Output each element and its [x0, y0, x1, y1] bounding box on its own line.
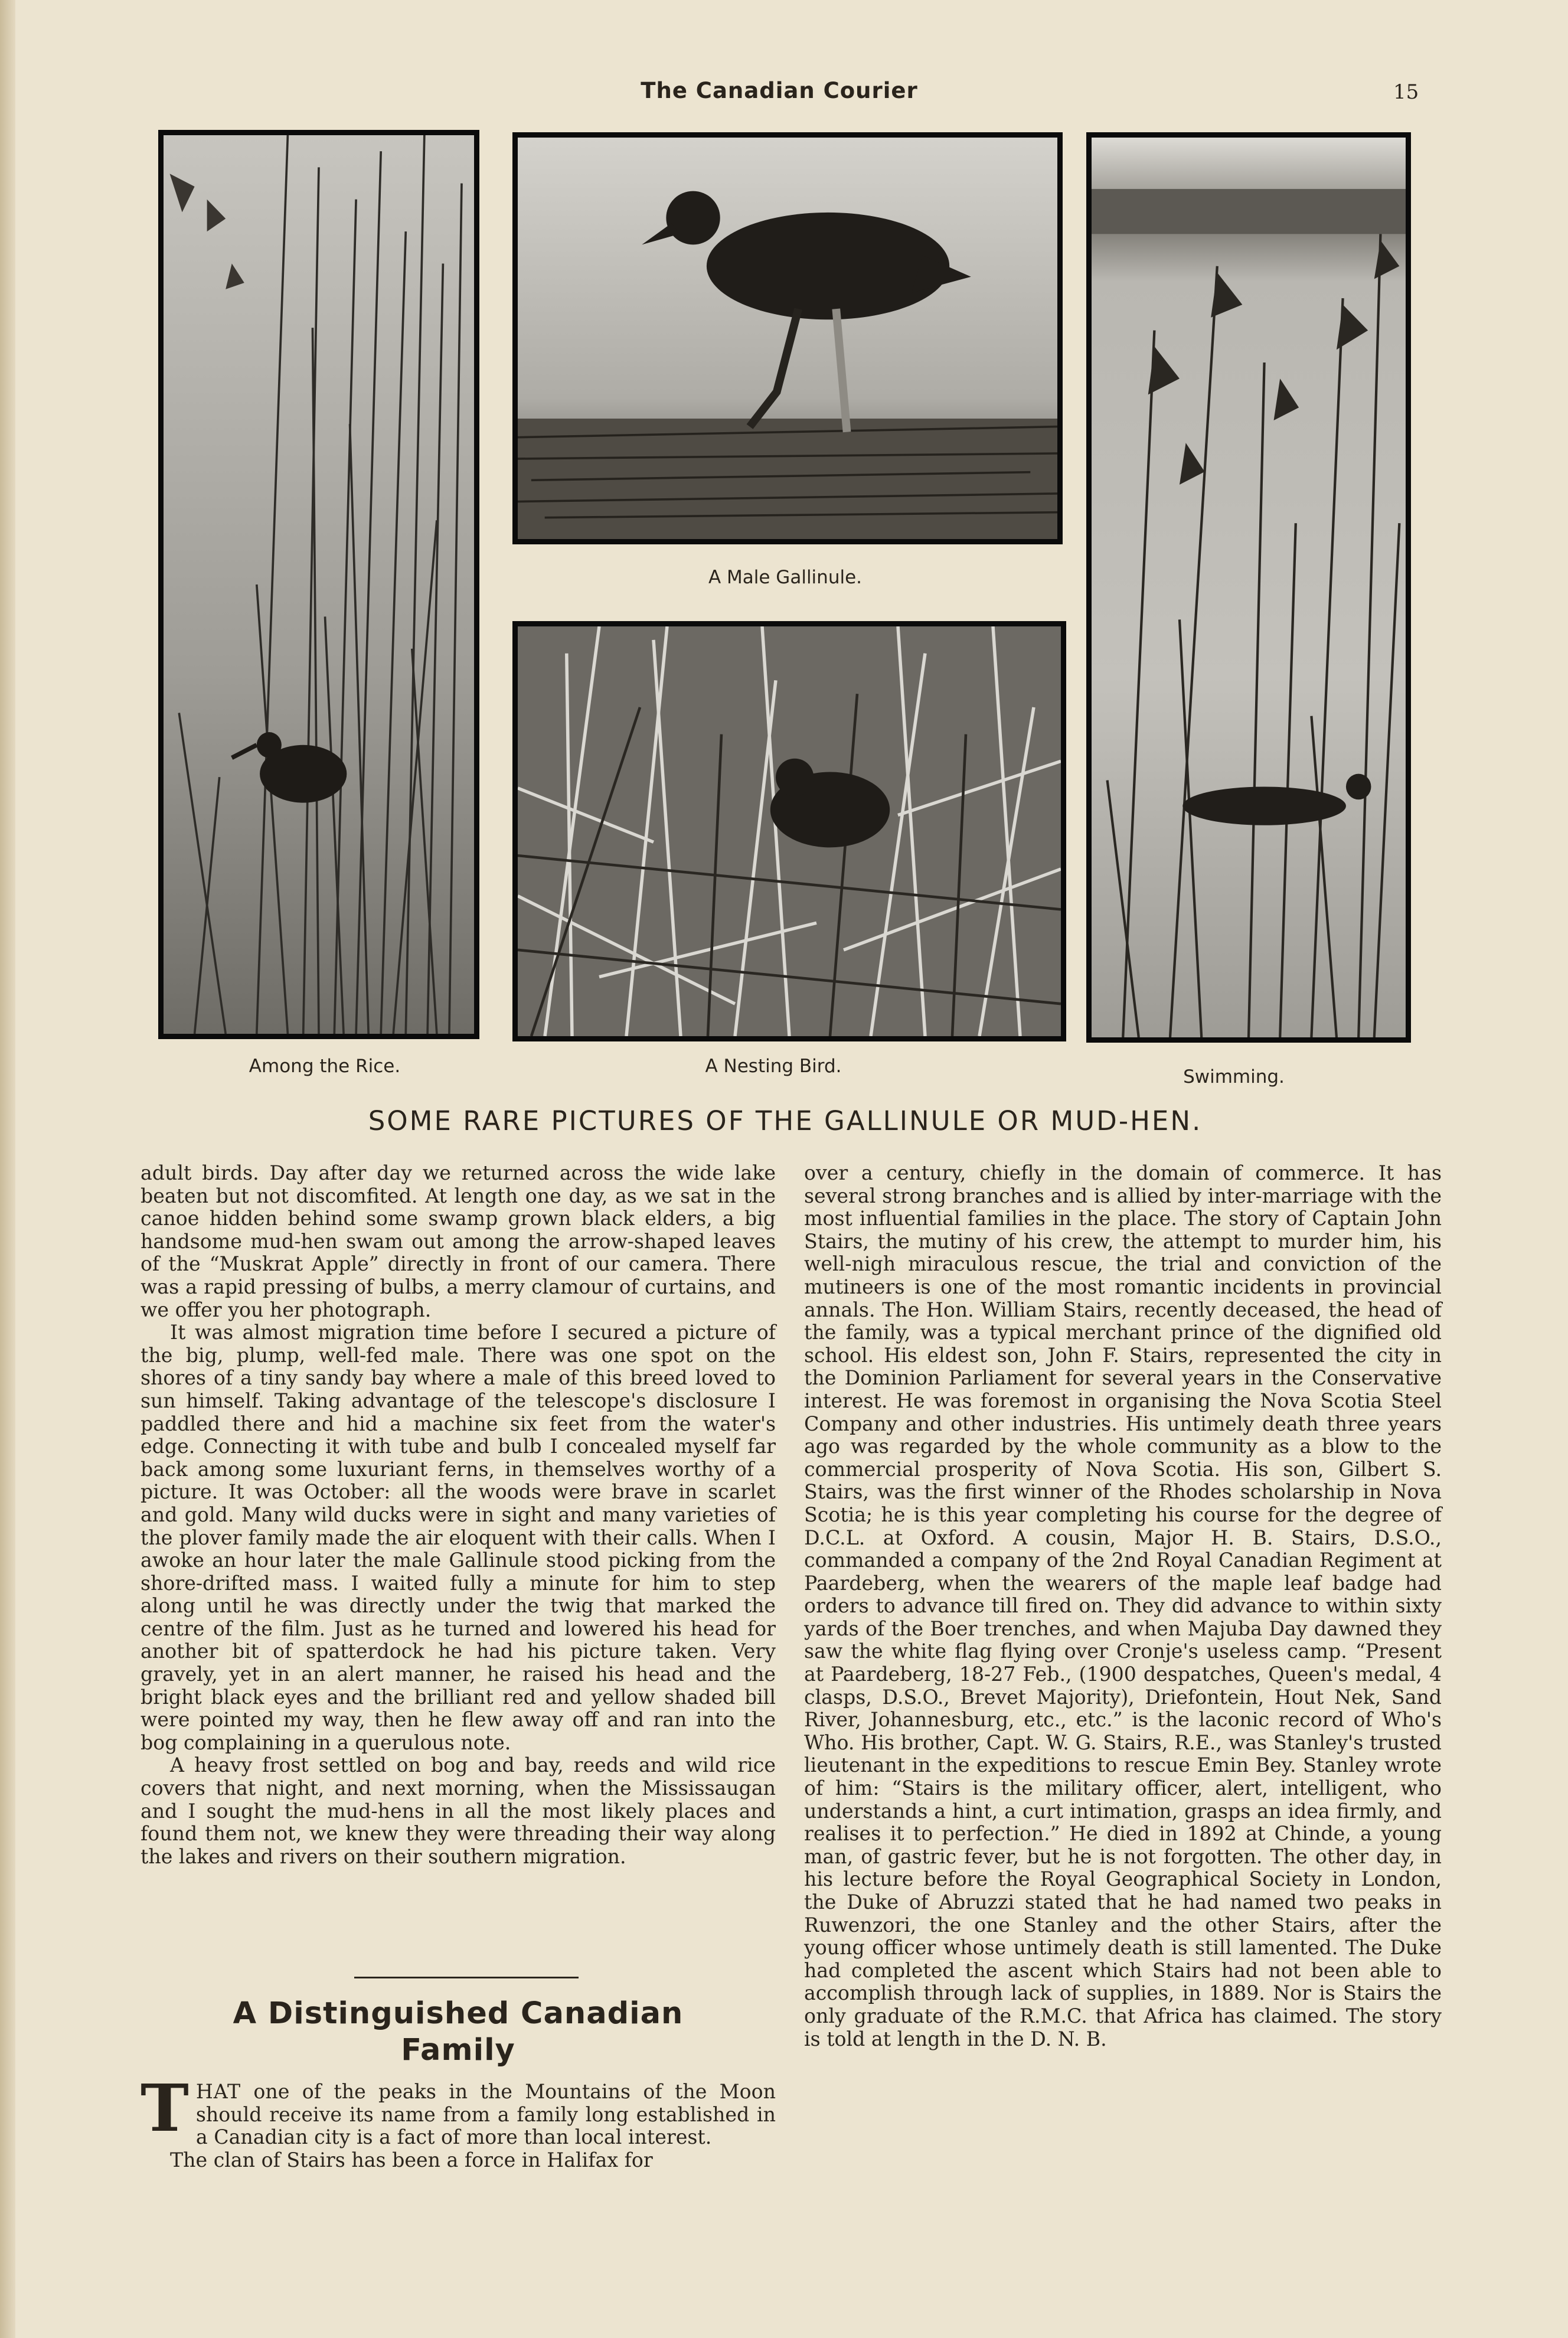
article-title	[141, 1996, 776, 2069]
photo-male-gallinule	[512, 132, 1063, 544]
caption-swimming: Swimming.	[1183, 1066, 1285, 1088]
page-number: 15	[1393, 80, 1419, 104]
publication-title: The Canadian Courier	[641, 78, 918, 103]
left-column-text	[141, 1162, 776, 1971]
lead-caps: HAT	[195, 2080, 241, 2103]
photo-swimming	[1086, 132, 1411, 1043]
page-edge	[0, 0, 15, 2338]
paragraph: adult birds. Day after day we returned across the wide lake beaten but not discomfited. At length one day, as we sat in the canoe hidden behind some swamp grown black elders, a big handsome mud-hen swam out among the arrow-shaped leaves of the “Muskrat Apple” directly in front of our camera. There was a rapid pressing of bulbs, a merry clamour of curtains, and we offer you her photograph.	[141, 1161, 776, 1321]
paragraph: over a century, chiefly in the domain of commerce. It has several strong branches and is allied by inter-marriage with the most influential families in the place. The story of Captain John Stairs, the mutiny of his crew, the attempt to murder him, his well-nigh miraculous rescue, the trial and conviction of the mutineers is one of the most romantic incidents in provincial annals. The Hon. William Stairs, recently deceased, the head of the family, was a typical merchant prince of the dignified old school. His eldest son, John F. Stairs, represented the city in the Dominion Parliament for several years in the Conservative interest. He was foremost in organising the Nova Scotia Steel Company and other industries. His untimely death three years ago was regarded by the whole community as a blow to the commercial prosperity of Nova Scotia. His son, Gilbert S. Stairs, was the first winner of the Rhodes scholarship in Nova Scotia; he is this year completing his course for the degree of D.C.L. at Oxford. A cousin, Major H. B. Stairs, D.S.O., commanded a company of the 2nd Royal Canadian Regiment at Paardeberg, when the wearers of the maple leaf badge had orders to advance till fired on. They did advance to within sixty yards of the Boer trenches, and when Majuba Day dawned they saw the white flag flying over Cronje's useless camp. “Present at Paardeberg, 18-27 Feb., (1900 despatches, Queen's medal, 4 clasps, D.S.O., Brevet Majority), Driefontein, Hout Nek, Sand River, Johannesburg, etc., etc.” is the laconic record of Who's Who. His brother, Capt. W. G. Stairs, R.E., was Stanley's trusted lieutenant in the expeditions to rescue Emin Bey. Stanley wrote of him: “Stairs is the military officer, alert, intelligent, who understands a hint, a curt intimation, grasps an idea firmly, and realises it to perfection.” He died in 1892 at Chinde, a young man, of gastric fever, but he is not forgotten. The other day, in his lecture before the Royal Geographical Society in London, the Duke of Abruzzi stated that he had named two peaks in Ruwenzori, the one Stanley and the other Stairs, after the young officer whose untimely death is still lamented. The Duke had completed the ascent which Stairs had not been able to accomplish through lack of supplies, in 1889. Nor is Stairs the only graduate of the R.M.C. that Africa has claimed. The story is told at length in the D. N. B.	[804, 1161, 1442, 2050]
running-header	[0, 78, 1568, 107]
article-lead-paragraph	[141, 2070, 776, 2149]
main-heading: SOME RARE PICTURES OF THE GALLINULE OR MUD-HEN.	[368, 1105, 1203, 1137]
paragraph: A heavy frost settled on bog and bay, reeds and wild rice covers that night, and next morning, when the Mississaugan and I sought the mud-hens in all the most likely places and found them not, we knew they were threading their way along the lakes and rivers on their southern migration.	[141, 1754, 776, 1868]
section-divider	[354, 1977, 579, 1978]
photo-among-the-rice	[158, 130, 479, 1039]
article-body	[141, 2070, 776, 2172]
caption-among-the-rice: Among the Rice.	[249, 1056, 401, 1077]
drop-cap: T	[141, 2070, 189, 2146]
caption-nesting-bird: A Nesting Bird.	[705, 1056, 842, 1077]
photo-nesting-bird	[512, 621, 1066, 1041]
caption-male-gallinule: A Male Gallinule.	[708, 567, 863, 588]
lead-text: one of the peaks in the Mountains of the Moon should receive its name from a family long established in a Canadian city is a fact of more than local interest.	[195, 2080, 776, 2149]
right-column-text	[804, 1162, 1442, 2219]
article-title-line-2: Family	[401, 2033, 515, 2068]
paragraph: It was almost migration time before I secured a picture of the big, plump, well-fed male. There was one spot on the shores of a tiny sandy bay where a male of this breed loved to sun himself. Taking advantage of the telescope's disclosure I paddled there and hid a machine six feet from the water's edge. Connecting it with tube and bulb I concealed myself far back among some luxuriant ferns, in themselves worthy of a picture. It was October: all the woods were brave in scarlet and gold. Many wild ducks were in sight and many varieties of the plover family made the air eloquent with their calls. When I awoke an hour later the male Gallinule stood picking from the shore-drifted mass. I waited fully a minute for him to step along until he was directly under the twig that marked the centre of the film. Just as he turned and lowered his head for another bit of spatterdock he had his picture taken. Very gravely, yet in an alert manner, he raised his head and the bright black eyes and the brilliant red and yellow shaded bill were pointed my way, then he flew away off and ran into the bog complaining in a querulous note.	[141, 1321, 776, 1754]
article-title-line-1: A Distinguished Canadian	[233, 1996, 684, 2031]
paragraph: The clan of Stairs has been a force in Halifax for	[170, 2148, 653, 2172]
